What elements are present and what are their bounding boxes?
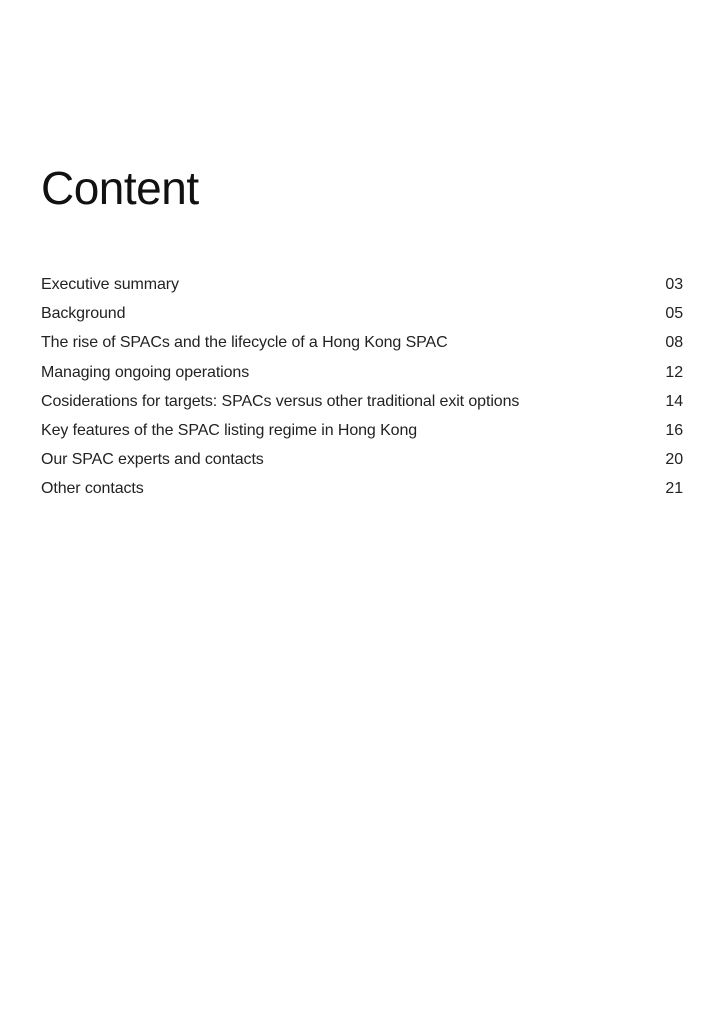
toc-entry-page-number: 12 (665, 363, 683, 381)
toc-entry-other-contacts[interactable] (41, 474, 683, 503)
toc-entry-rise-of-spacs[interactable] (41, 328, 683, 357)
toc-entry-background[interactable] (41, 299, 683, 328)
toc-entry-executive-summary[interactable] (41, 270, 683, 299)
toc-entry-page-number: 14 (665, 392, 683, 410)
table-of-contents (41, 270, 683, 504)
toc-entry-considerations-for-targets[interactable] (41, 387, 683, 416)
toc-entry-page-number: 08 (665, 334, 683, 352)
toc-entry-page-number: 05 (665, 305, 683, 323)
toc-entry-label: Background (41, 305, 126, 323)
toc-entry-label: Managing ongoing operations (41, 363, 250, 381)
toc-entry-label: The rise of SPACs and the lifecycle of a Hong Kong SPAC (41, 334, 448, 352)
toc-entry-managing-operations[interactable] (41, 358, 683, 387)
toc-entry-page-number: 16 (665, 421, 683, 439)
toc-entry-page-number: 21 (665, 480, 683, 498)
page-title: Content (41, 162, 199, 214)
toc-entry-key-features[interactable] (41, 416, 683, 445)
toc-entry-page-number: 20 (665, 451, 683, 469)
toc-entry-spac-experts[interactable] (41, 445, 683, 474)
toc-entry-label: Our SPAC experts and contacts (41, 451, 264, 469)
toc-entry-label: Other contacts (41, 480, 144, 498)
toc-entry-label: Key features of the SPAC listing regime in Hong Kong (41, 421, 418, 439)
toc-entry-page-number: 03 (665, 276, 683, 293)
toc-entry-label: Cosiderations for targets: SPACs versus other traditional exit options (41, 392, 520, 410)
toc-entry-label: Executive summary (41, 276, 179, 293)
